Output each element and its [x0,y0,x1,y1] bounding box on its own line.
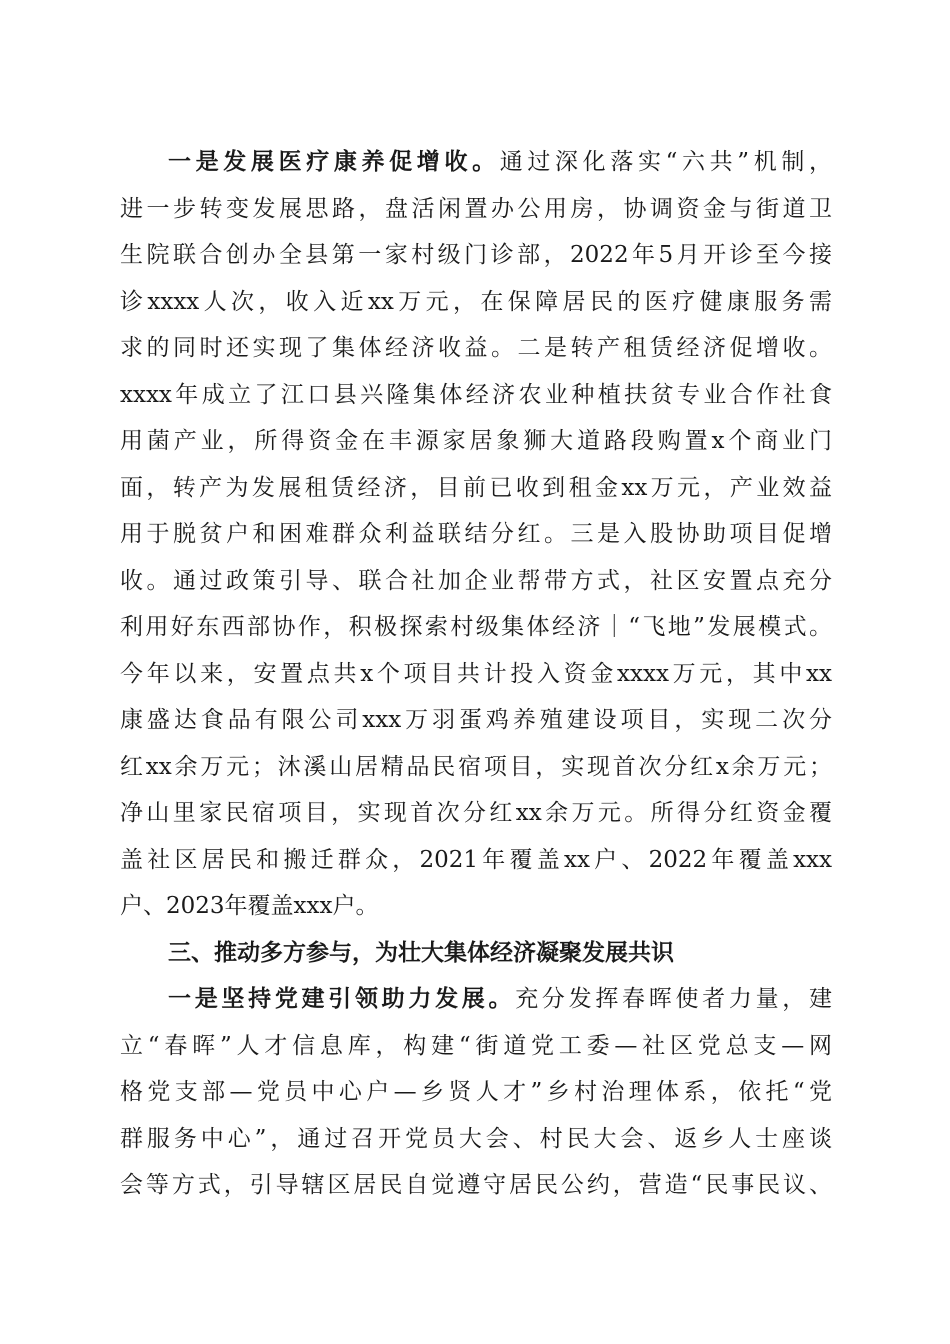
paragraph-1-line: 净山里家民宿项目，实现首次分红xx余万元。所得分红资金覆 [120,800,832,826]
section-heading: 三、推动多方参与，为壮大集体经济凝聚发展共识 [168,940,674,966]
paragraph-1-line: 利用好东西部协作，积极探索村级集体经济｜“飞地”发展模式。 [120,614,832,640]
paragraph-1-line: xxxx年成立了江口县兴隆集体经济农业种植扶贫专业合作社食 [120,382,832,408]
paragraph-1-last-line: 户、2023年覆盖xxx户。 [120,893,379,919]
paragraph-1-line: 盖社区居民和搬迁群众，2021年覆盖xx户、2022年覆盖xxx [120,847,832,873]
paragraph-1-line: 诊xxxx人次，收入近xx万元，在保障居民的医疗健康服务需 [120,289,832,315]
paragraph-2-line: 格党支部—党员中心户—乡贤人才”乡村治理体系，依托“党 [120,1079,832,1105]
paragraph-2-lead-heading: 一是坚持党建引领助力发展。 [168,986,516,1012]
paragraph-1-line: 求的同时还实现了集体经济收益。二是转产租赁经济促增收。 [120,335,832,361]
paragraph-1-line: 康盛达食品有限公司xxx万羽蛋鸡养殖建设项目，实现二次分 [120,707,832,733]
paragraph-1-line-1 [168,139,832,185]
paragraph-1-lead-heading: 一是发展医疗康养促增收。 [168,149,500,175]
paragraph-1-lead-text: 通过深化落实“六共”机制， [499,149,832,175]
paragraph-2-line: 群服务中心”，通过召开党员大会、村民大会、返乡人士座谈 [120,1126,832,1152]
paragraph-2-lead-text: 充分发挥春晖使者力量，建 [515,986,832,1012]
paragraph-1-line: 生院联合创办全县第一家村级门诊部，2022年5月开诊至今接 [120,242,832,268]
paragraph-1-line: 用于脱贫户和困难群众利益联结分红。三是入股协助项目促增 [120,521,832,547]
paragraph-1-line: 用菌产业，所得资金在丰源家居象狮大道路段购置x个商业门 [120,428,832,454]
paragraph-1-line: 红xx余万元；沐溪山居精品民宿项目，实现首次分红x余万元； [120,754,832,780]
paragraph-1-line: 进一步转变发展思路，盘活闲置办公用房，协调资金与街道卫 [120,196,832,222]
paragraph-1-line: 收。通过政策引导、联合社加企业帮带方式，社区安置点充分 [120,568,832,594]
paragraph-2-line-1 [168,976,832,1022]
paragraph-1-line: 面，转产为发展租赁经济，目前已收到租金xx万元，产业效益 [120,475,832,501]
paragraph-2-line: 立“春晖”人才信息库，构建“街道党工委—社区党总支—网 [120,1033,832,1059]
paragraph-2-line: 会等方式，引导辖区居民自觉遵守居民公约，营造“民事民议、 [120,1172,832,1198]
paragraph-1-line: 今年以来，安置点共x个项目共计投入资金xxxx万元，其中xx [120,661,832,687]
